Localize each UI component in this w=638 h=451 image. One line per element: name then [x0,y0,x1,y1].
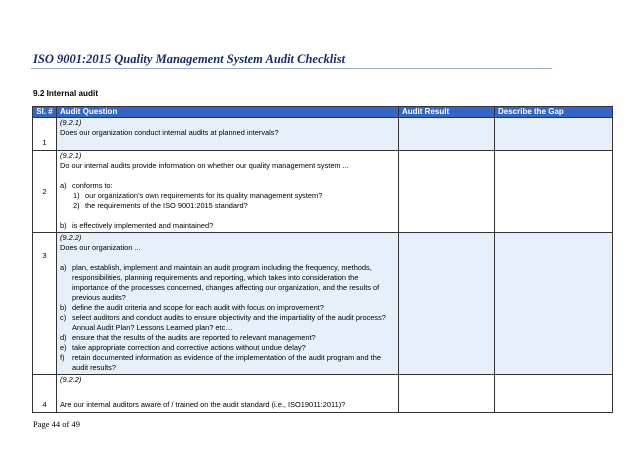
list-item-text: conforms to: [72,181,113,190]
question-text: Does our organization ... [60,243,141,252]
list-item-text: plan, establish, implement and maintain an audit program including the frequency, methods, responsibilities, planning requirements and reporting, which takes into consideration the importance of the processes concerned, changes affecting our organization, and the results of previous audits? [72,263,380,302]
list-item-label: a) [60,263,67,272]
list-item-text: is effectively implemented and maintained? [72,221,214,230]
document-title: ISO 9001:2015 Quality Management System Audit Checklist [33,52,346,66]
audit-result-cell[interactable] [399,233,495,375]
list-item-text: ensure that the results of the audits are reported to relevant management? [72,333,316,342]
clause-reference: (9.2.1) [60,118,82,127]
sub-list-item-label: 2) [73,201,80,210]
describe-gap-cell[interactable] [495,233,613,375]
audit-question-cell [57,118,399,151]
audit-question-cell [57,233,399,375]
sub-list-item-text: the requirements of the ISO 9001:2015 standard? [85,201,248,210]
row-number: 3 [33,233,57,375]
table-row [33,233,613,375]
list-item [60,353,395,373]
sub-list-item [60,191,395,201]
list-item-label: c) [60,313,67,322]
question-text: Do our internal audits provide information on whether our quality management system ... [60,161,349,170]
list-item-label: d) [60,333,67,342]
list-item-label: f) [60,353,65,362]
describe-gap-cell[interactable] [495,375,613,413]
page-number: Page 44 of 49 [33,419,80,429]
sub-list-item-text: our organization’s own requirements for its quality management system? [85,191,323,200]
list-item [60,181,395,191]
sub-list-item-label: 1) [73,191,80,200]
list-item-label: a) [60,181,67,190]
list-item-text: take appropriate correction and corrective actions without undue delay? [72,343,306,352]
list-item [60,343,395,353]
audit-result-cell[interactable] [399,118,495,151]
describe-gap-cell[interactable] [495,151,613,233]
list-item-text: define the audit criteria and scope for each audit with focus on improvement? [72,303,324,312]
list-item [60,333,395,343]
list-item-label: b) [60,221,67,230]
clause-reference: (9.2.1) [60,151,82,160]
header-audit-result: Audit Result [399,107,495,118]
list-item-label: b) [60,303,67,312]
question-text: Does our organization conduct internal audits at planned intervals? [60,128,279,137]
list-item-text: select auditors and conduct audits to ensure objectivity and the impartiality of the audit process? Annual Audit Plan? Lessons Learned plan? etc… [72,313,386,332]
list-item [60,263,395,303]
row-number: 4 [33,375,57,413]
audit-question-cell [57,151,399,233]
table-row [33,118,613,151]
header-audit-question: Audit Question [57,107,399,118]
table-row [33,375,613,413]
row-number: 1 [33,118,57,151]
audit-result-cell[interactable] [399,151,495,233]
list-item-label: e) [60,343,67,352]
table-row [33,151,613,233]
section-heading: 9.2 Internal audit [33,89,99,98]
list-item [60,303,395,313]
table-header-row [33,107,613,118]
describe-gap-cell[interactable] [495,118,613,151]
question-text: Are our internal auditors aware of / trained on the audit standard (i.e., ISO19011:2011)? [60,400,346,409]
list-item [60,221,395,231]
clause-reference: (9.2.2) [60,233,82,242]
title-divider [31,68,552,69]
audit-question-cell [57,375,399,413]
clause-reference: (9.2.2) [60,375,82,384]
list-item [60,313,395,333]
sub-list-item [60,201,395,211]
row-number: 2 [33,151,57,233]
header-describe-gap: Describe the Gap [495,107,613,118]
header-sl-number: Sl. # [33,107,57,118]
list-item-text: retain documented information as evidence of the implementation of the audit program and the audit results? [72,353,381,372]
audit-checklist-table [32,106,613,413]
audit-result-cell[interactable] [399,375,495,413]
